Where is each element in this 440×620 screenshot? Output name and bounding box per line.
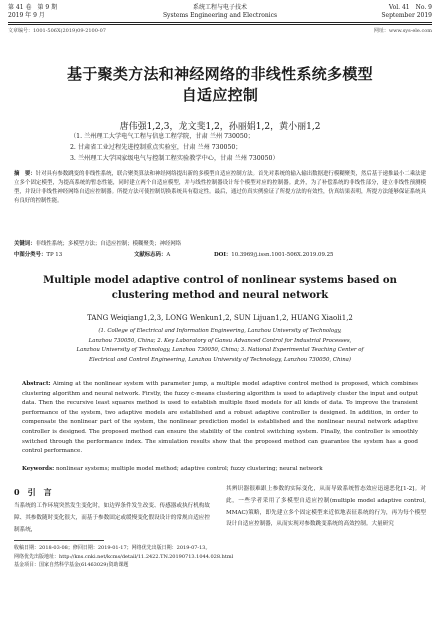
header-divider-thin bbox=[8, 24, 432, 25]
abstract-en bbox=[22, 380, 418, 457]
classification-number bbox=[14, 250, 62, 258]
doi-label: DOI： bbox=[214, 252, 232, 258]
introduction-right-column: 其辨识器很难跟上参数的实际变化，从而导致系统暂态效应迅速恶化[1-2]。对此，一些学者采用了多模型自适应控制(multiple model adaptive control, MMAC)策略，即先建立多个固定模型来近似地表征系统的行为，再为每个模型设计自适应控制器，从而实现对参数跳变系统的高效控制。大量研究 bbox=[226, 486, 426, 528]
keywords-en-label: Keywords: bbox=[22, 466, 55, 472]
paper-title-en-line2: clustering method and neural network bbox=[111, 290, 329, 301]
volume-issue-line: 第 41 卷 第 9 期 bbox=[8, 4, 58, 11]
volume-issue-en-line: Vol. 41 No. 9 bbox=[388, 4, 432, 11]
affiliation-en: Electrical and Control Engineering, Lanzhou University of Technology, Lanzhou 730050, China) bbox=[88, 356, 351, 363]
journal-name-en: Systems Engineering and Electronics bbox=[162, 12, 278, 19]
footnote-funding: 基金项目：国家自然科学基金(61463029)资助课题 bbox=[14, 562, 129, 569]
doi-value[interactable]: 10.3969/j.issn.1001-506X.2019.09.25 bbox=[231, 252, 334, 258]
footnotes bbox=[14, 544, 426, 570]
paper-title-cn-line1: 基于聚类方法和神经网络的非线性系统多模型 bbox=[66, 65, 373, 83]
classification-value: TP 13 bbox=[46, 252, 63, 258]
affiliation-cn: 3. 兰州理工大学国家级电气与控制工程实验教学中心，甘肃 兰州 730050） bbox=[70, 155, 279, 162]
header-divider bbox=[8, 22, 432, 23]
abstract-en-label: Abstract: bbox=[22, 381, 51, 387]
issue-date-en-line: September 2019 bbox=[381, 12, 432, 19]
affiliation-en: (1. College of Electrical and Information Engineering, Lanzhou University of Technology, bbox=[98, 328, 342, 334]
article-info-line bbox=[8, 27, 432, 34]
affiliation-en: Lanzhou University of Technology, Lanzhou 730050, China; 3. National Experimental Teaching Center of bbox=[76, 347, 364, 354]
paper-title-en-line1: Multiple model adaptive control of nonlinear systems based on bbox=[43, 275, 397, 286]
abstract-cn-label: 摘 要： bbox=[14, 171, 36, 177]
classification-label: 中图分类号： bbox=[14, 252, 47, 258]
footnote-divider bbox=[14, 540, 104, 541]
document-code-label: 文献标志码： bbox=[134, 252, 167, 258]
keywords-cn bbox=[14, 239, 426, 247]
authors-en: TANG Weiqiang1,2,3, LONG Wenkun1,2, SUN Lijuan1,2, HUANG Xiaoli1,2 bbox=[87, 314, 353, 322]
document-code bbox=[134, 250, 170, 258]
footnote-dates: 收稿日期：2018-03-08；修回日期：2019-01-17；网络优先出版日期：2019-07-13。 bbox=[14, 545, 211, 551]
journal-name bbox=[8, 4, 432, 20]
footnote-online-address[interactable]: 网络优先出版地址：http://kns.cnki.net/kcms/detail/11.2422.TN.20190713.1044.028.html bbox=[14, 553, 234, 560]
keywords-en bbox=[22, 466, 418, 472]
keywords-cn-text: 非线性系统；多模型方法；自适应控制；模糊聚类；神经网络 bbox=[35, 241, 182, 247]
abstract-en-text: Aiming at the nonlinear system with parameter jump, a multiple model adaptive control method is proposed, which combines clustering algorithm and neural network. Firstly, the fuzzy c-means clustering algorithm is used to adaptively cluster the input and output data. Then the recursive least squares method is used to establish multiple fixed models for all kinds of data. To improve the transient performance of the system, two adaptive models are established and a robust adaptive controller is designed. In addition, in order to compensate the nonlinear part of the system, the nonlinear prediction model is established and the nonlinear neural network adaptive controller is designed. The proposed method can ensure the stability of the control switching system. Finally, the controller is smoothly switched through the performance index. The simulation results show that the proposed method can guarantee the system has a good control performance. bbox=[22, 381, 419, 455]
article-id: 文章编号：1001-506X(2019)09-2100-07 bbox=[8, 28, 106, 34]
affiliations-cn bbox=[70, 131, 279, 164]
section-heading-introduction: 0 引 言 bbox=[14, 487, 52, 497]
abstract-cn bbox=[14, 170, 426, 206]
journal-name-cn: 系统工程与电子技术 bbox=[192, 4, 247, 11]
affiliations-en bbox=[30, 327, 410, 365]
keywords-cn-label: 关键词： bbox=[14, 241, 36, 247]
affiliation-cn: 2. 甘肃省工业过程先进控制重点实验室，甘肃 兰州 730050； bbox=[70, 144, 242, 151]
document-code-value: A bbox=[166, 252, 171, 258]
issue-date-line: 2019 年 9 月 bbox=[8, 12, 45, 19]
keywords-en-text: nonlinear systems; multiple model method; adaptive control; fuzzy clustering; neural network bbox=[55, 466, 323, 472]
abstract-cn-text: 针对具有参数跳变的非线性系统，联合聚类算法和神经网络提出新的多模型自适应控制方法。首先对系统的输入输出数据进行模糊聚类，然后基于递推最小二乘法建立多个固定模型，为提高系统的暂态性能，同时建立两个自适应模型，并与线性控制器设计每个模型对应的控制器。此外，为了补偿系统的非线性部分，建立非线性预测模型，并设计非线性神经网络自适应控制器。所提方法可使控制切换系统具有稳定性。最后，通过仿真实例验证了所提方法的有效性，仿真结果表明，所提方法能够保证系统具有良好的控制性能。 bbox=[14, 171, 426, 204]
paper-title-en bbox=[0, 273, 440, 303]
affiliation-en: Lanzhou 730050, China; 2. Key Laboratory of Gansu Advanced Control for Industrial Processes, bbox=[88, 337, 352, 344]
authors-cn: 唐伟强1,2,3，龙文斐1,2，孙丽娟1,2，黄小丽1,2 bbox=[119, 122, 321, 132]
doi bbox=[214, 250, 333, 258]
affiliation-cn: （1. 兰州理工大学电气工程与信息工程学院，甘肃 兰州 730050； bbox=[70, 133, 254, 140]
journal-website[interactable]: 网址：www.sys-ele.com bbox=[373, 28, 432, 34]
introduction-left-column: 当系统的工作环境突然发生变化时，如边界条件发生改变、传感器或执行机构故障、其参数随时变化很大，而基于参数固定或缓慢变化假设设计的常规自适应控制系统， bbox=[14, 503, 210, 533]
paper-title-cn bbox=[0, 64, 440, 106]
paper-title-cn-line2: 自适应控制 bbox=[181, 86, 259, 104]
volume-issue-en bbox=[381, 4, 432, 20]
